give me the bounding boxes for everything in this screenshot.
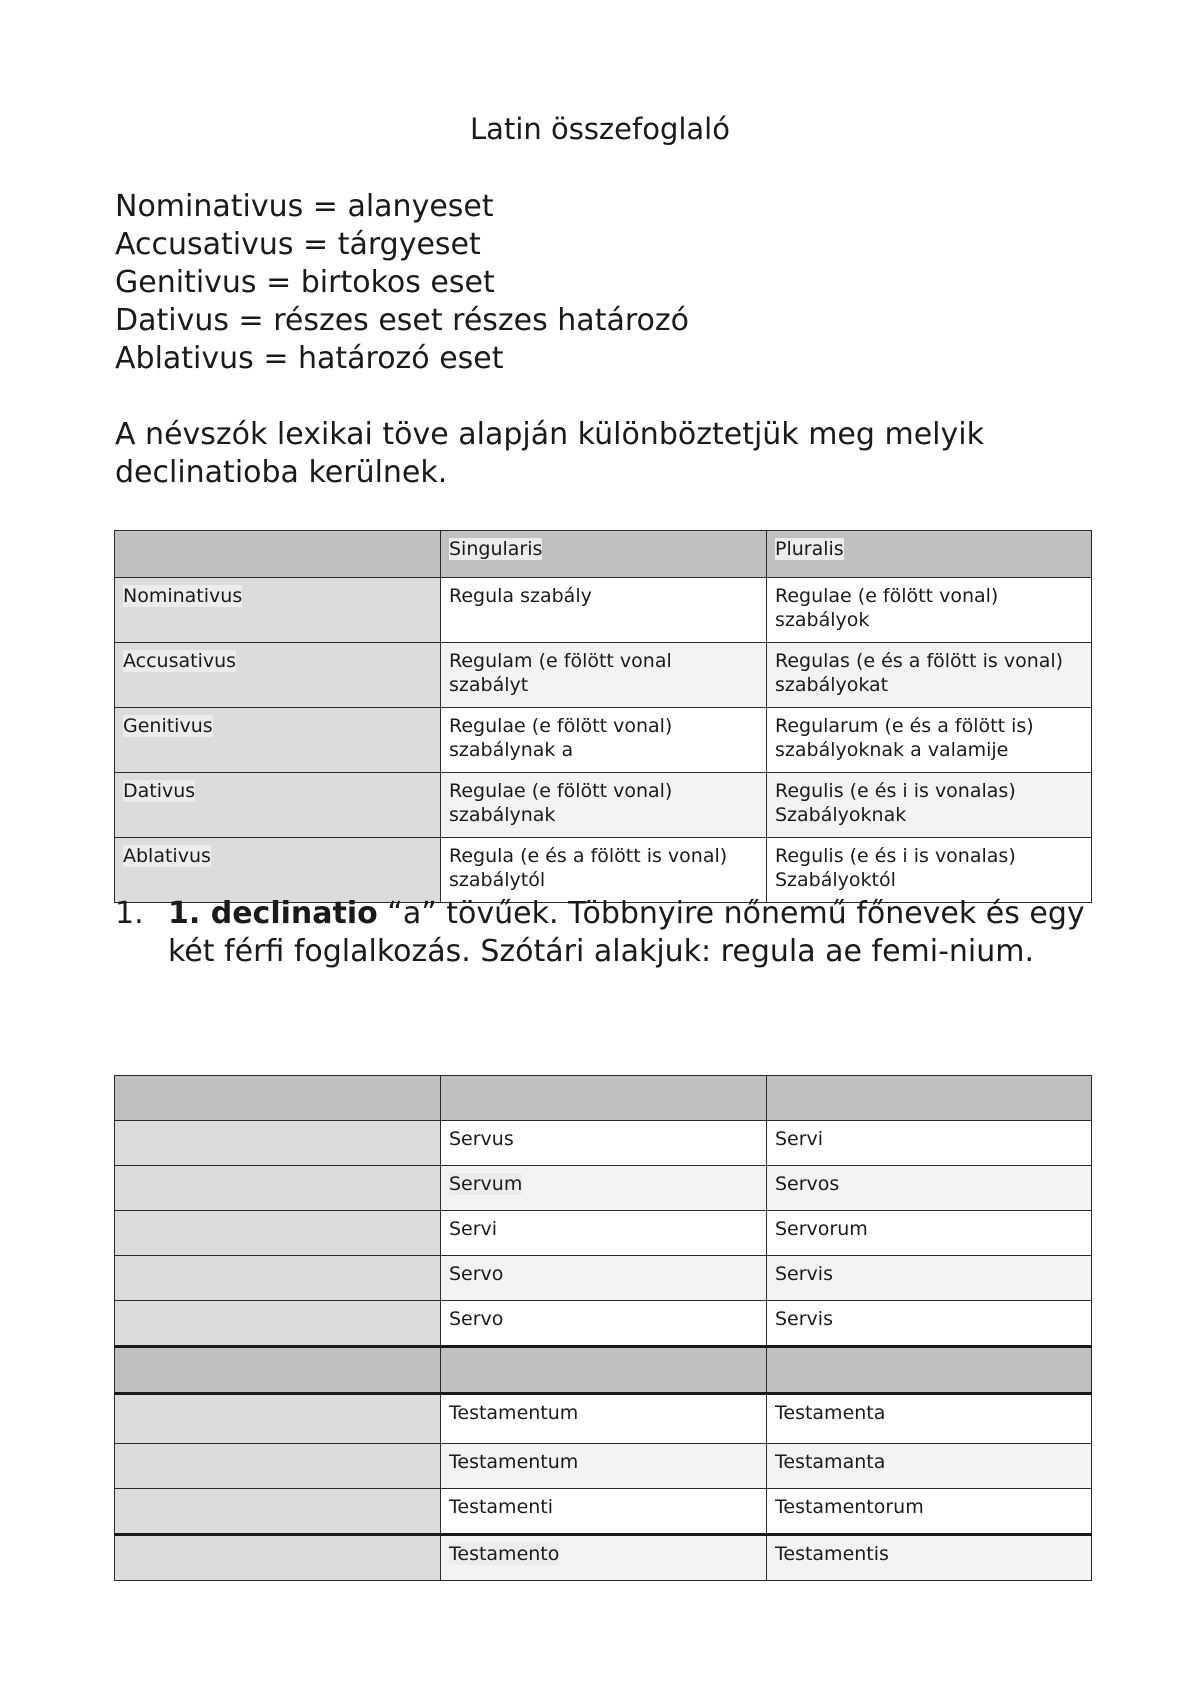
case-line: Ablativus = határozó eset	[115, 341, 504, 376]
plural-cell: Servis	[767, 1301, 1092, 1347]
case-line: Dativus = részes eset részes határozó	[115, 303, 689, 338]
table-row	[115, 773, 1092, 838]
row-label	[115, 1121, 441, 1166]
header-cell	[767, 1347, 1092, 1394]
declinatio-list-item	[115, 895, 1100, 971]
header-cell	[767, 1076, 1092, 1121]
singular-cell: Regula szabály	[441, 578, 767, 643]
table-row	[115, 1394, 1092, 1444]
row-label	[115, 1166, 441, 1211]
row-label: Accusativus	[115, 643, 441, 708]
table-row	[115, 1121, 1092, 1166]
declinatio-heading: 1. declinatio	[168, 896, 378, 931]
header-cell	[115, 1347, 441, 1394]
table-row	[115, 1489, 1092, 1535]
singular-cell: Testamento	[441, 1535, 767, 1581]
row-label: Genitivus	[115, 708, 441, 773]
row-label	[115, 1211, 441, 1256]
row-label	[115, 1301, 441, 1347]
plural-cell: Servos	[767, 1166, 1092, 1211]
case-line: Nominativus = alanyeset	[115, 189, 494, 224]
singular-cell: Servo	[441, 1256, 767, 1301]
row-label	[115, 1489, 441, 1535]
case-line: Accusativus = tárgyeset	[115, 227, 481, 262]
row-label	[115, 1535, 441, 1581]
singular-cell: Servi	[441, 1211, 767, 1256]
row-label: Nominativus	[115, 578, 441, 643]
singular-cell: Regulae (e fölött vonal) szabálynak a	[441, 708, 767, 773]
plural-cell: Servorum	[767, 1211, 1092, 1256]
singular-cell: Regulae (e fölött vonal) szabálynak	[441, 773, 767, 838]
row-label	[115, 1394, 441, 1444]
case-list	[115, 188, 689, 378]
table-row	[115, 1444, 1092, 1489]
header-cell	[441, 1076, 767, 1121]
plural-cell: Regulis (e és i is vonalas) Szabályoknak	[767, 773, 1092, 838]
case-table	[114, 530, 1092, 903]
table-row	[115, 1166, 1092, 1211]
row-label	[115, 1444, 441, 1489]
table-header-row	[115, 531, 1092, 578]
intro-paragraph: A névszók lexikai töve alapján különböztetjük meg melyik declinatioba kerülnek.	[115, 417, 984, 490]
header-cell	[115, 1076, 441, 1121]
table-subheader-row	[115, 1347, 1092, 1394]
singular-cell: Servo	[441, 1301, 767, 1347]
singular-cell: Testamentum	[441, 1394, 767, 1444]
declinatio-description: “a” tövűek. Többnyire nőnemű főnevek és egy két férfi foglalkozás. Szótári alakjuk: regula ae femi-nium.	[168, 896, 1085, 969]
plural-cell: Regulis (e és i is vonalas) Szabályoktól	[767, 838, 1092, 903]
row-label: Dativus	[115, 773, 441, 838]
header-cell	[441, 1347, 767, 1394]
table-row	[115, 1211, 1092, 1256]
plural-cell: Regularum (e és a fölött is) szabályoknak a valamije	[767, 708, 1092, 773]
header-cell-pluralis: Pluralis	[767, 531, 1092, 578]
table-row	[115, 1535, 1092, 1581]
plural-cell: Regulae (e fölött vonal) szabályok	[767, 578, 1092, 643]
table-row	[115, 1301, 1092, 1347]
plural-cell: Testamentis	[767, 1535, 1092, 1581]
list-number: 1.	[115, 896, 144, 931]
declension-table	[114, 1075, 1092, 1581]
table-row	[115, 1256, 1092, 1301]
plural-cell: Testamanta	[767, 1444, 1092, 1489]
singular-cell: Testamenti	[441, 1489, 767, 1535]
plural-cell: Servi	[767, 1121, 1092, 1166]
table-row	[115, 643, 1092, 708]
plural-cell: Servis	[767, 1256, 1092, 1301]
declinatio-text	[168, 895, 1100, 971]
singular-cell: Regulam (e fölött vonal szabályt	[441, 643, 767, 708]
table-row	[115, 578, 1092, 643]
table-header-row	[115, 1076, 1092, 1121]
case-line: Genitivus = birtokos eset	[115, 265, 495, 300]
plural-cell: Testamentorum	[767, 1489, 1092, 1535]
page-title: Latin összefoglaló	[470, 112, 730, 146]
singular-cell: Testamentum	[441, 1444, 767, 1489]
header-cell-empty	[115, 531, 441, 578]
singular-cell: Servus	[441, 1121, 767, 1166]
row-label: Ablativus	[115, 838, 441, 903]
singular-cell: Servum	[441, 1166, 767, 1211]
row-label	[115, 1256, 441, 1301]
singular-cell: Regula (e és a fölött is vonal) szabálytól	[441, 838, 767, 903]
table-row	[115, 708, 1092, 773]
header-cell-singularis: Singularis	[441, 531, 767, 578]
plural-cell: Testamenta	[767, 1394, 1092, 1444]
table-row	[115, 838, 1092, 903]
plural-cell: Regulas (e és a fölött is vonal) szabályokat	[767, 643, 1092, 708]
